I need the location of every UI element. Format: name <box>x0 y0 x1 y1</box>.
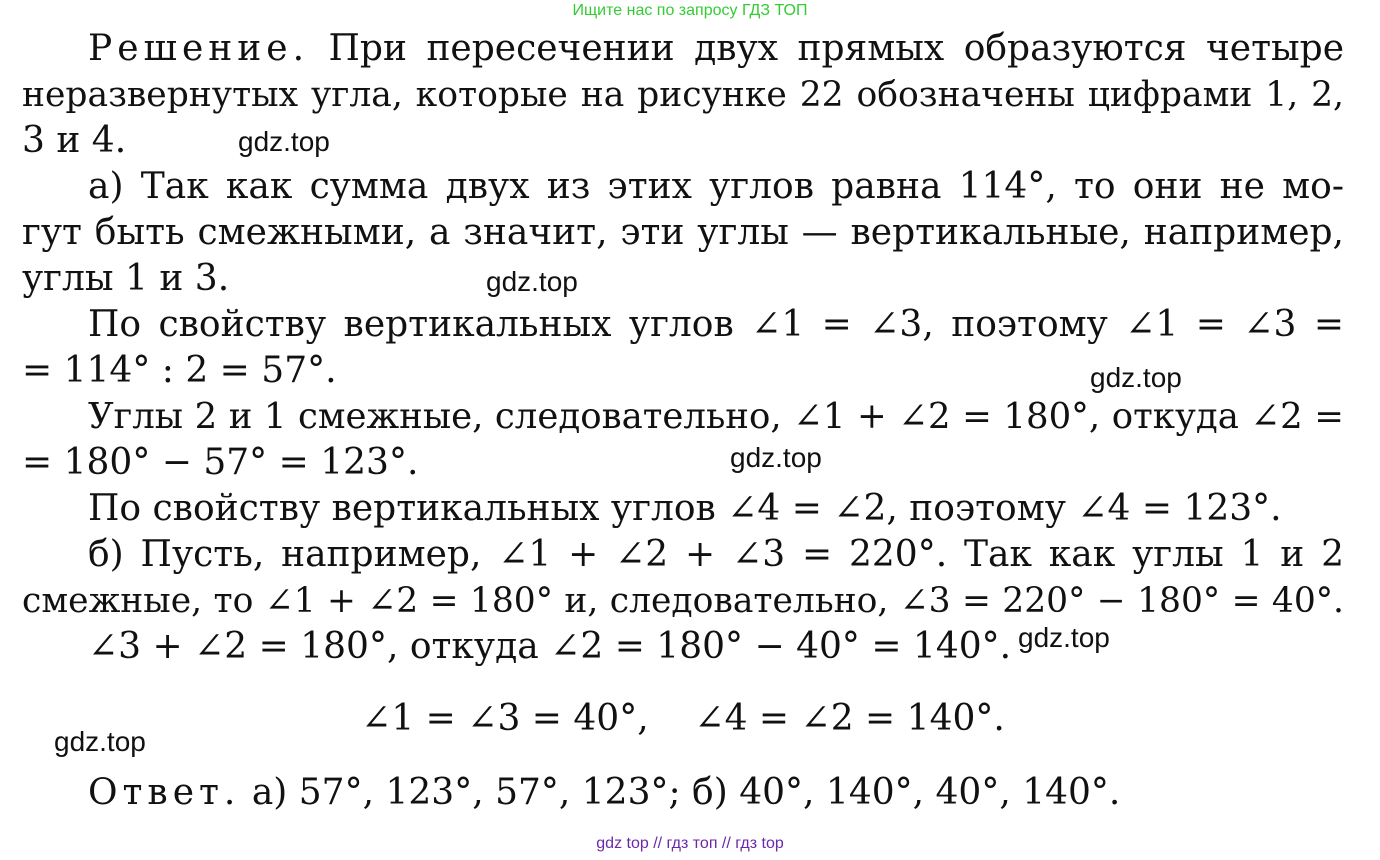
solution-heading: Решение. <box>88 28 310 69</box>
answer-label: Ответ. <box>88 772 241 813</box>
solution-line-1-text: При пересечении двух прямых образуются четыре <box>328 28 1344 69</box>
watermark: gdz.top <box>730 442 822 473</box>
angle-4-line: По свойству вертикальных углов ∠4 = ∠2, поэтому ∠4 = 123°. <box>88 488 1282 529</box>
bottom-banner[interactable]: gdz top // гдз топ // гдз top <box>596 835 784 852</box>
top-banner[interactable]: Ищите нас по запросу ГДЗ ТОП <box>572 2 808 19</box>
watermark: gdz.top <box>1018 622 1110 653</box>
watermark: gdz.top <box>1090 362 1182 393</box>
solution-line-1 <box>88 26 1344 72</box>
vertical-angles-line-2: = 114° : 2 = 57°. <box>22 350 337 391</box>
part-b-line-3: ∠3 + ∠2 = 180°, откуда ∠2 = 180° − 40° = 140°. <box>88 626 1012 667</box>
solution-line-2: неразвернутых угла, которые на рисунке 22 обозначены цифрами 1, 2, <box>22 75 1344 115</box>
adjacent-angles-line-2: = 180° − 57° = 123°. <box>22 442 419 483</box>
watermark: gdz.top <box>238 126 330 157</box>
watermark: gdz.top <box>486 266 578 297</box>
part-a-line-1: а) Так как сумма двух из этих углов равна 114°, то они не мо- <box>88 166 1344 207</box>
answer-line <box>88 770 1344 816</box>
adjacent-angles-line-1: Углы 2 и 1 смежные, следовательно, ∠1 + ∠2 = 180°, откуда ∠2 = <box>88 396 1344 437</box>
answer-text: а) 57°, 123°, 57°, 123°; б) 40°, 140°, 40°, 140°. <box>251 772 1121 813</box>
part-a-line-3: углы 1 и 3. <box>22 258 230 299</box>
part-b-line-2: смежные, то ∠1 + ∠2 = 180° и, следовательно, ∠3 = 220° − 180° = 40°. <box>22 581 1344 621</box>
part-b-line-1: б) Пусть, например, ∠1 + ∠2 + ∠3 = 220°. Так как углы 1 и 2 <box>88 534 1344 575</box>
vertical-angles-line-1: По свойству вертикальных углов ∠1 = ∠3, поэтому ∠1 = ∠3 = <box>88 304 1344 345</box>
result-equation: ∠1 = ∠3 = 40°, ∠4 = ∠2 = 140°. <box>361 698 1005 739</box>
watermark: gdz.top <box>54 726 146 757</box>
part-a-line-2: гут быть смежными, а значит, эти углы — вертикальные, например, <box>22 212 1344 253</box>
solution-line-3: 3 и 4. <box>22 120 127 161</box>
